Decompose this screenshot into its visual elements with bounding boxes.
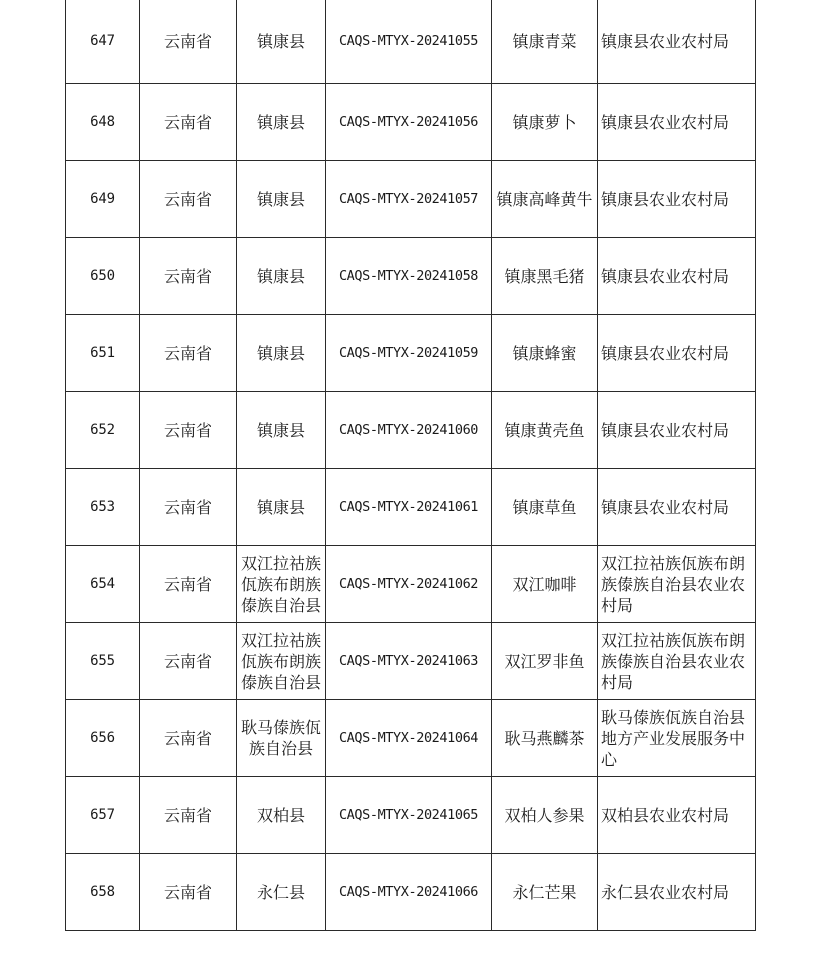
county-text: 镇康县 [256, 420, 305, 440]
table-row [66, 0, 756, 84]
county-text: 镇康县 [256, 497, 305, 517]
county-text: 镇康县 [256, 112, 305, 132]
organization-text: 镇康县农业农村局 [601, 343, 730, 363]
table-row [66, 238, 756, 315]
row-number: 658 [66, 854, 140, 931]
table-row [66, 392, 756, 469]
county-text: 双柏县 [256, 805, 305, 825]
province-cell: 云南省 [140, 0, 237, 84]
county-text: 双江拉祜族佤族布朗族傣族自治县 [240, 553, 321, 615]
row-number: 651 [66, 315, 140, 392]
table-row [66, 700, 756, 777]
organization-cell [598, 777, 756, 854]
county-text: 镇康县 [256, 343, 305, 363]
organization-text: 镇康县农业农村局 [601, 420, 730, 440]
row-number: 648 [66, 84, 140, 161]
county-cell [237, 854, 326, 931]
row-number: 653 [66, 469, 140, 546]
organization-text: 镇康县农业农村局 [601, 189, 730, 209]
province-cell: 云南省 [140, 546, 237, 623]
organization-cell [598, 546, 756, 623]
row-number: 657 [66, 777, 140, 854]
product-name-cell: 镇康黑毛猪 [492, 238, 598, 315]
certificate-code-cell: CAQS-MTYX-20241062 [326, 546, 492, 623]
province-cell: 云南省 [140, 777, 237, 854]
county-cell [237, 700, 326, 777]
province-cell: 云南省 [140, 854, 237, 931]
product-name-cell: 镇康黄壳鱼 [492, 392, 598, 469]
county-text: 镇康县 [256, 266, 305, 286]
table-row [66, 315, 756, 392]
row-number: 656 [66, 700, 140, 777]
product-name-cell: 镇康萝卜 [492, 84, 598, 161]
row-number: 650 [66, 238, 140, 315]
organization-text: 镇康县农业农村局 [601, 112, 730, 132]
certificate-code-cell: CAQS-MTYX-20241060 [326, 392, 492, 469]
certificate-code-cell: CAQS-MTYX-20241057 [326, 161, 492, 238]
product-name-cell: 双江咖啡 [492, 546, 598, 623]
product-name-cell: 耿马燕麟茶 [492, 700, 598, 777]
organization-cell [598, 161, 756, 238]
organization-cell [598, 469, 756, 546]
county-cell [237, 238, 326, 315]
certificate-code-cell: CAQS-MTYX-20241059 [326, 315, 492, 392]
certificate-code-cell: CAQS-MTYX-20241065 [326, 777, 492, 854]
product-registry-table [65, 0, 756, 931]
province-cell: 云南省 [140, 84, 237, 161]
row-number: 652 [66, 392, 140, 469]
county-cell [237, 0, 326, 84]
organization-cell [598, 84, 756, 161]
organization-cell [598, 854, 756, 931]
county-text: 镇康县 [256, 32, 305, 51]
organization-cell [598, 623, 756, 700]
certificate-code-cell: CAQS-MTYX-20241058 [326, 238, 492, 315]
table-row [66, 469, 756, 546]
certificate-code-cell: CAQS-MTYX-20241056 [326, 84, 492, 161]
county-cell [237, 84, 326, 161]
county-text: 双江拉祜族佤族布朗族傣族自治县 [240, 630, 321, 692]
county-cell [237, 777, 326, 854]
organization-cell [598, 392, 756, 469]
table-row [66, 623, 756, 700]
product-name-cell: 镇康蜂蜜 [492, 315, 598, 392]
row-number: 647 [66, 0, 140, 84]
county-text: 永仁县 [256, 882, 305, 902]
county-cell [237, 315, 326, 392]
organization-text: 耿马傣族佤族自治县地方产业发展服务中心 [601, 707, 746, 769]
county-text: 耿马傣族佤族自治县 [240, 718, 321, 758]
certificate-code-cell: CAQS-MTYX-20241063 [326, 623, 492, 700]
document-table-container [65, 0, 755, 931]
organization-text: 镇康县农业农村局 [601, 32, 730, 51]
table-body [66, 0, 756, 931]
organization-text: 镇康县农业农村局 [601, 497, 730, 517]
product-name-cell: 镇康高峰黄牛 [492, 161, 598, 238]
province-cell: 云南省 [140, 700, 237, 777]
table-row [66, 854, 756, 931]
product-name-cell: 镇康草鱼 [492, 469, 598, 546]
province-cell: 云南省 [140, 161, 237, 238]
organization-cell [598, 0, 756, 84]
province-cell: 云南省 [140, 392, 237, 469]
certificate-code-cell: CAQS-MTYX-20241055 [326, 0, 492, 84]
county-cell [237, 161, 326, 238]
organization-cell [598, 700, 756, 777]
county-cell [237, 546, 326, 623]
product-name-cell: 双江罗非鱼 [492, 623, 598, 700]
province-cell: 云南省 [140, 315, 237, 392]
row-number: 654 [66, 546, 140, 623]
county-text: 镇康县 [256, 189, 305, 209]
certificate-code-cell: CAQS-MTYX-20241064 [326, 700, 492, 777]
table-row [66, 546, 756, 623]
organization-cell [598, 238, 756, 315]
province-cell: 云南省 [140, 623, 237, 700]
table-row [66, 84, 756, 161]
organization-text: 双江拉祜族佤族布朗族傣族自治县农业农村局 [601, 630, 746, 692]
certificate-code-cell: CAQS-MTYX-20241066 [326, 854, 492, 931]
table-row [66, 161, 756, 238]
product-name-cell: 镇康青菜 [492, 0, 598, 84]
product-name-cell: 双柏人参果 [492, 777, 598, 854]
organization-text: 永仁县农业农村局 [601, 882, 730, 902]
certificate-code-cell: CAQS-MTYX-20241061 [326, 469, 492, 546]
county-cell [237, 392, 326, 469]
organization-text: 双江拉祜族佤族布朗族傣族自治县农业农村局 [601, 553, 746, 615]
province-cell: 云南省 [140, 469, 237, 546]
province-cell: 云南省 [140, 238, 237, 315]
table-row [66, 777, 756, 854]
product-name-cell: 永仁芒果 [492, 854, 598, 931]
row-number: 649 [66, 161, 140, 238]
county-cell [237, 623, 326, 700]
organization-text: 镇康县农业农村局 [601, 266, 730, 286]
row-number: 655 [66, 623, 140, 700]
organization-text: 双柏县农业农村局 [601, 805, 730, 825]
organization-cell [598, 315, 756, 392]
county-cell [237, 469, 326, 546]
